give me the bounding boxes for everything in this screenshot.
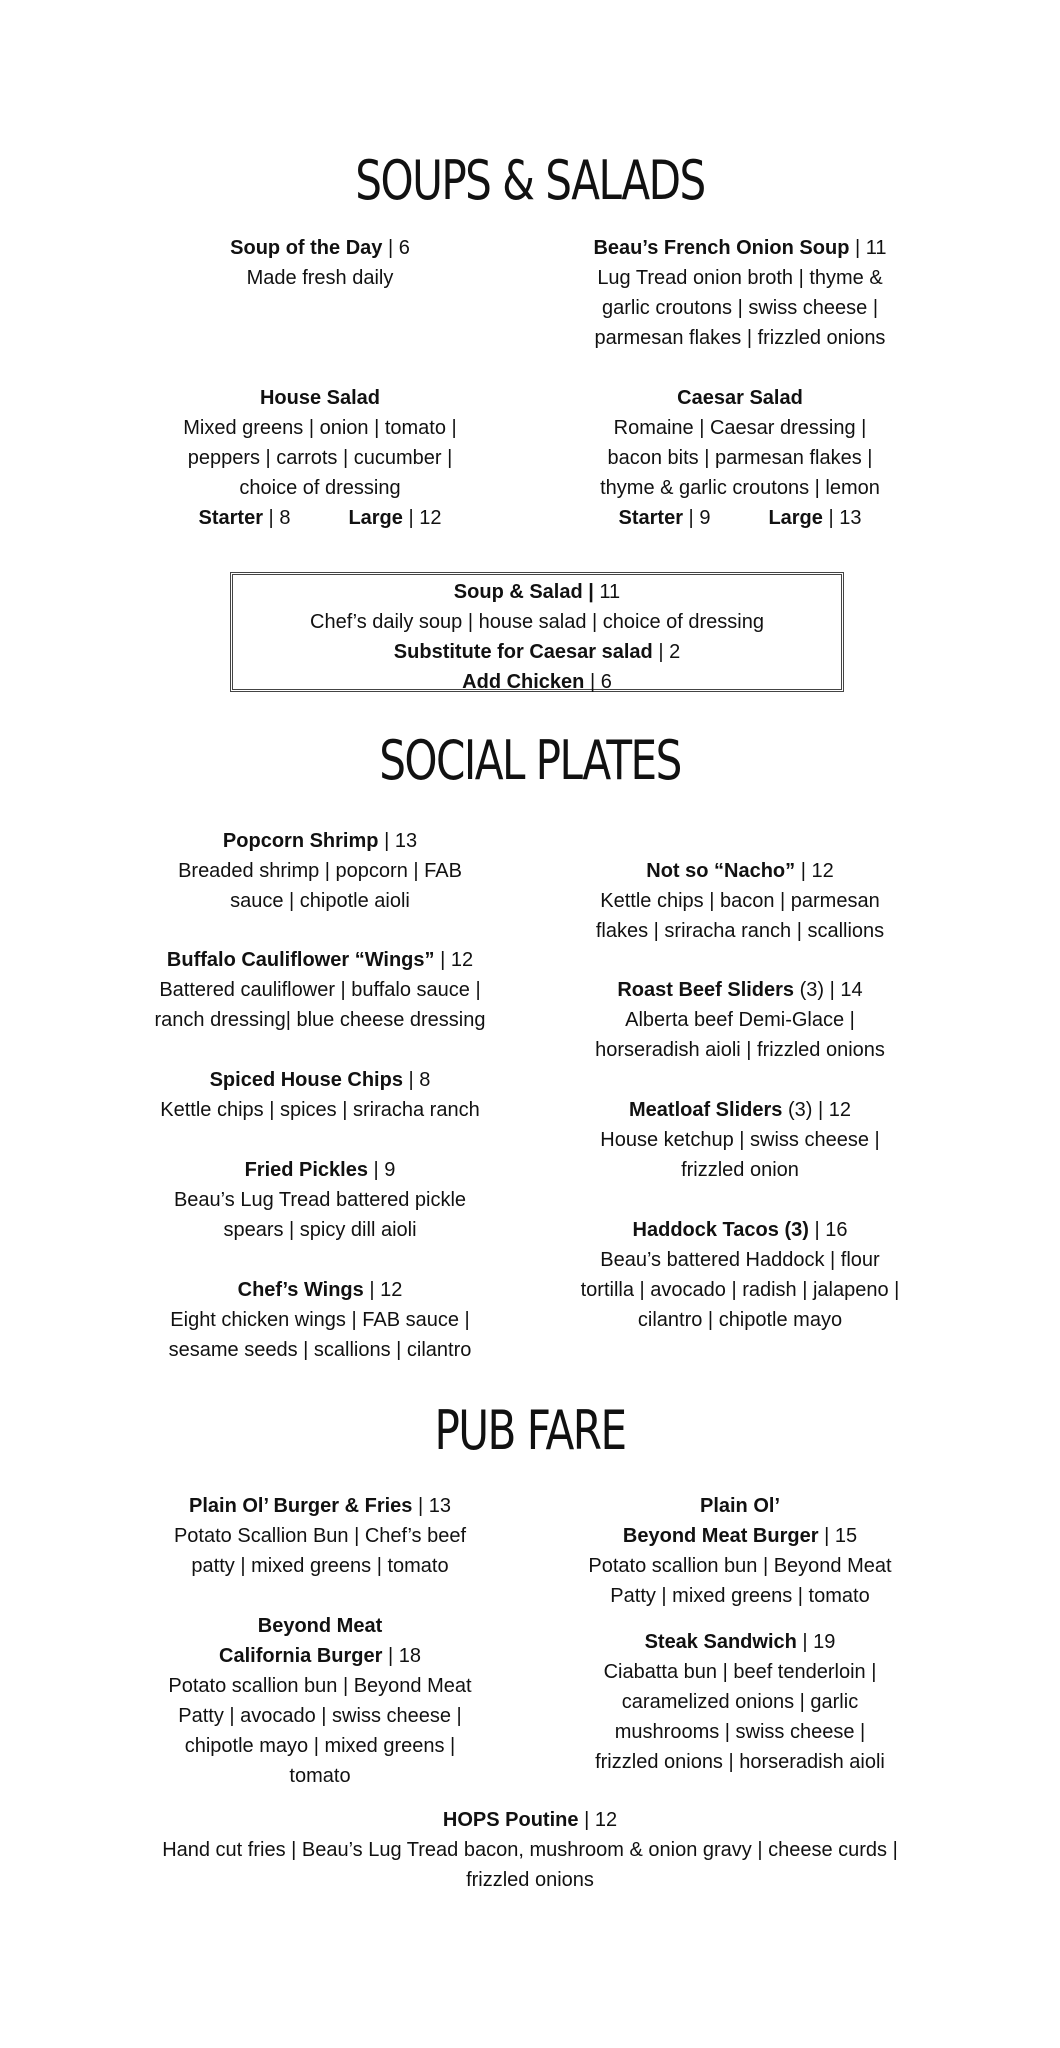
- menu-item-haddock-tacos: Haddock Tacos (3) | 16 Beau’s battered Haddock | flour tortilla | avocado | radish | jalapeno | cilantro | chipotle mayo: [565, 1215, 915, 1335]
- item-desc: tomato: [289, 1765, 351, 1787]
- item-qty: (3): [784, 1219, 809, 1241]
- item-price: 12: [828, 1099, 851, 1121]
- item-desc: thyme & garlic croutons | lemon: [600, 477, 880, 499]
- menu-item-meatloaf-sliders: Meatloaf Sliders (3) | 12 House ketchup | swiss cheese | frizzled onion: [565, 1095, 915, 1185]
- menu-item-spiced-house-chips: Spiced House Chips | 8 Kettle chips | spices | sriracha ranch: [145, 1065, 495, 1125]
- item-desc: Hand cut fries | Beau’s Lug Tread bacon, mushroom & onion gravy | cheese curds |: [162, 1839, 898, 1861]
- item-name: Roast Beef Sliders: [617, 979, 795, 1001]
- item-desc: Beau’s battered Haddock | flour: [600, 1249, 880, 1271]
- size-price: 9: [699, 507, 711, 529]
- section-title-pub-fare: PUB FARE: [434, 1399, 626, 1462]
- item-desc: sesame seeds | scallions | cilantro: [168, 1339, 472, 1361]
- item-name-line1: Plain Ol’: [699, 1495, 781, 1517]
- item-name: Beau’s French Onion Soup: [593, 237, 850, 259]
- item-price: 6: [398, 237, 410, 259]
- menu-item-popcorn-shrimp: Popcorn Shrimp | 13 Breaded shrimp | popcorn | FAB sauce | chipotle aioli: [145, 826, 495, 916]
- item-price: 19: [813, 1631, 836, 1653]
- item-price: 13: [394, 830, 418, 852]
- item-name: HOPS Poutine: [442, 1809, 579, 1831]
- item-desc: Alberta beef Demi-Glace |: [625, 1009, 855, 1031]
- item-price: 12: [450, 949, 474, 971]
- item-desc: frizzled onion: [681, 1159, 799, 1181]
- item-desc: House ketchup | swiss cheese |: [600, 1129, 880, 1151]
- item-price: 16: [825, 1219, 848, 1241]
- item-name: Buffalo Cauliflower “Wings”: [166, 949, 435, 971]
- item-desc: Eight chicken wings | FAB sauce |: [170, 1309, 470, 1331]
- menu-item-french-onion-soup: Beau’s French Onion Soup | 11 Lug Tread onion broth | thyme & garlic croutons | swiss cheese | parmesan flakes | frizzled onions: [565, 233, 915, 353]
- item-desc: sauce | chipotle aioli: [230, 890, 410, 912]
- item-desc: Patty | avocado | swiss cheese |: [178, 1705, 462, 1727]
- combo-desc: Chef’s daily soup | house salad | choice of dressing: [310, 611, 764, 633]
- item-name: Plain Ol’ Burger & Fries: [189, 1495, 413, 1517]
- item-name: Fried Pickles: [244, 1159, 368, 1181]
- item-desc: bacon bits | parmesan flakes |: [607, 447, 873, 469]
- section-title-social-plates: SOCIAL PLATES: [379, 729, 681, 792]
- item-desc: Potato scallion bun | Beyond Meat: [168, 1675, 472, 1697]
- item-price: 12: [380, 1279, 403, 1301]
- item-name: House Salad: [259, 387, 381, 409]
- item-name: Popcorn Shrimp: [222, 830, 379, 852]
- item-price: 15: [834, 1525, 858, 1547]
- item-desc: parmesan flakes | frizzled onions: [594, 327, 886, 349]
- combo-add-label: Add Chicken: [462, 671, 585, 693]
- combo-sub-label: Substitute for Caesar salad: [393, 641, 653, 663]
- item-desc: cilantro | chipotle mayo: [637, 1309, 843, 1331]
- item-name: Beyond Meat Burger: [622, 1525, 819, 1547]
- menu-item-fried-pickles: Fried Pickles | 9 Beau’s Lug Tread battered pickle spears | spicy dill aioli: [145, 1155, 495, 1245]
- item-name: Haddock Tacos: [632, 1219, 779, 1241]
- item-desc: Kettle chips | bacon | parmesan: [600, 890, 880, 912]
- size-price: 8: [279, 507, 291, 529]
- size-label: Large: [348, 507, 403, 529]
- item-desc: Breaded shrimp | popcorn | FAB: [178, 860, 462, 882]
- menu-item-plain-ol-beyond-meat-burger: Plain Ol’ Beyond Meat Burger | 15 Potato scallion bun | Beyond Meat Patty | mixed greens | tomato: [565, 1491, 915, 1611]
- item-desc: garlic croutons | swiss cheese |: [601, 297, 879, 319]
- item-price: 8: [419, 1069, 431, 1091]
- item-desc: frizzled onions: [466, 1869, 594, 1891]
- item-price: 9: [384, 1159, 396, 1181]
- combo-price: 11: [599, 581, 621, 603]
- item-sizes: Starter | 9 Large | 13: [618, 507, 862, 529]
- menu-item-buffalo-cauliflower: Buffalo Cauliflower “Wings” | 12 Battered cauliflower | buffalo sauce | ranch dressing| blue cheese dressing: [145, 945, 495, 1035]
- item-desc: Battered cauliflower | buffalo sauce |: [159, 979, 481, 1001]
- item-desc: peppers | carrots | cucumber |: [187, 447, 453, 469]
- item-qty: (3): [787, 1099, 813, 1121]
- size-price: 13: [839, 507, 862, 529]
- item-desc: choice of dressing: [239, 477, 401, 499]
- item-name: Steak Sandwich: [644, 1631, 797, 1653]
- item-price: 12: [594, 1809, 618, 1831]
- item-desc: chipotle mayo | mixed greens |: [184, 1735, 456, 1757]
- combo-add-price: 6: [600, 671, 612, 693]
- item-name: Chef’s Wings: [237, 1279, 364, 1301]
- item-desc: Beau’s Lug Tread battered pickle: [173, 1189, 467, 1211]
- menu-item-steak-sandwich: Steak Sandwich | 19 Ciabatta bun | beef tenderloin | caramelized onions | garlic mushrooms | swiss cheese | frizzled onions | horseradish aioli: [565, 1627, 915, 1777]
- item-price: 18: [398, 1645, 421, 1667]
- item-desc: Ciabatta bun | beef tenderloin |: [603, 1661, 877, 1683]
- item-price: 11: [865, 237, 887, 259]
- item-desc: Potato scallion bun | Beyond Meat: [588, 1555, 892, 1577]
- size-label: Large: [768, 507, 823, 529]
- soup-salad-combo-box: Soup & Salad | 11 Chef’s daily soup | house salad | choice of dressing Substitute for Caesar salad | 2 Add Chicken | 6: [230, 572, 844, 692]
- item-name: Not so “Nacho”: [646, 860, 796, 882]
- item-name: Caesar Salad: [677, 387, 803, 409]
- item-desc: tortilla | avocado | radish | jalapeno |: [580, 1279, 900, 1301]
- size-label: Starter: [198, 507, 263, 529]
- menu-item-beyond-meat-california-burger: Beyond Meat California Burger | 18 Potato scallion bun | Beyond Meat Patty | avocado | swiss cheese | chipotle mayo | mixed greens | tomato: [145, 1611, 495, 1791]
- item-desc: Romaine | Caesar dressing |: [613, 417, 867, 439]
- menu-item-house-salad: [145, 383, 495, 533]
- item-price: 12: [811, 860, 834, 882]
- menu-item-roast-beef-sliders: Roast Beef Sliders (3) | 14 Alberta beef Demi-Glace | horseradish aioli | frizzled onions: [565, 975, 915, 1065]
- item-desc: flakes | sriracha ranch | scallions: [595, 920, 885, 942]
- menu-item-not-so-nacho: Not so “Nacho” | 12 Kettle chips | bacon | parmesan flakes | sriracha ranch | scallions: [565, 856, 915, 946]
- item-desc: Patty | mixed greens | tomato: [610, 1585, 870, 1607]
- item-desc: Mixed greens | onion | tomato |: [183, 417, 457, 439]
- menu-item-plain-ol-burger: Plain Ol’ Burger & Fries | 13 Potato Scallion Bun | Chef’s beef patty | mixed greens | tomato: [145, 1491, 495, 1581]
- item-desc: Made fresh daily: [246, 267, 394, 289]
- item-name: Soup of the Day: [230, 237, 383, 259]
- item-desc: caramelized onions | garlic: [621, 1691, 859, 1713]
- menu-item-hops-poutine: HOPS Poutine | 12 Hand cut fries | Beau’s Lug Tread bacon, mushroom & onion gravy | cheese curds | frizzled onions: [100, 1805, 960, 1895]
- item-qty: (3): [799, 979, 825, 1001]
- item-desc: Potato Scallion Bun | Chef’s beef: [173, 1525, 467, 1547]
- item-desc: Lug Tread onion broth | thyme &: [597, 267, 883, 289]
- item-desc: mushrooms | swiss cheese |: [614, 1721, 866, 1743]
- section-title-soups-salads: SOUPS & SALADS: [355, 149, 705, 212]
- item-name: California Burger: [219, 1645, 383, 1667]
- item-price: 13: [428, 1495, 451, 1517]
- menu-item-soup-of-the-day: Soup of the Day | 6 Made fresh daily: [145, 233, 495, 293]
- item-desc: patty | mixed greens | tomato: [191, 1555, 449, 1577]
- item-desc: frizzled onions | horseradish aioli: [595, 1751, 885, 1773]
- item-price: 14: [840, 979, 863, 1001]
- item-desc: Kettle chips | spices | sriracha ranch: [160, 1099, 480, 1121]
- menu-item-caesar-salad: [565, 383, 915, 533]
- item-name: Spiced House Chips: [209, 1069, 403, 1091]
- item-name-line1: Beyond Meat: [257, 1615, 383, 1637]
- item-desc: spears | spicy dill aioli: [223, 1219, 417, 1241]
- size-label: Starter: [618, 507, 683, 529]
- item-desc: ranch dressing| blue cheese dressing: [154, 1009, 486, 1031]
- combo-sub-price: 2: [669, 641, 681, 663]
- combo-name: Soup & Salad |: [453, 581, 594, 603]
- item-sizes: Starter | 8 Large | 12: [198, 507, 442, 529]
- menu-item-chefs-wings: Chef’s Wings | 12 Eight chicken wings | FAB sauce | sesame seeds | scallions | cilantro: [145, 1275, 495, 1365]
- item-name: Meatloaf Sliders: [629, 1099, 783, 1121]
- size-price: 12: [419, 507, 442, 529]
- item-desc: horseradish aioli | frizzled onions: [595, 1039, 885, 1061]
